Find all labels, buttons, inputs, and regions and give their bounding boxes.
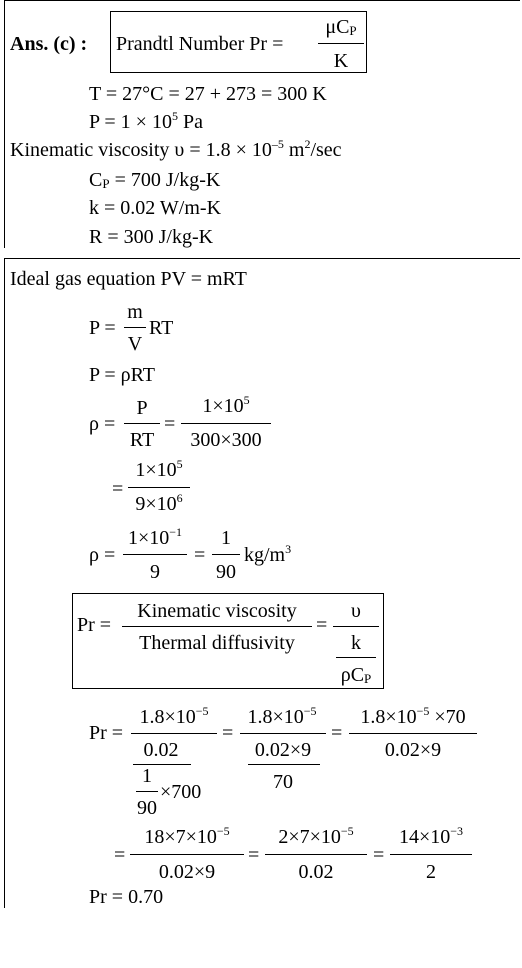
rho-unit: $kg/m^3$ [244,542,292,566]
calc-f1-den-inner-bar [136,791,158,792]
rho-frac5-num: 1 [221,527,231,549]
calc-g2-bar [265,854,367,855]
rho-eq-lhs: ρ = [89,413,116,435]
calc-g3-num: $14\times 10^{-3}$ [398,824,464,848]
given-viscosity: Kinematic viscosity $\upsilon = 1.8 \times 10^{-5}$ $m^2/\sec$ [10,137,342,161]
prandtl-formula-lhs: Prandtl Number Pr = [116,33,284,55]
calc-f1-bar [131,733,217,734]
pr-def-rden-den: ρCP [340,664,372,686]
rho-frac1-bar [124,423,160,424]
rho-frac4-den: 9 [150,561,160,583]
calc-f3-num: $1.8\times 10^{-5} \times 70$ [360,704,466,728]
calc-f2-bar [240,733,326,734]
calc-g3-bar [390,854,472,855]
calc-f1-den-b: 90 [137,797,157,819]
prandtl-formula-numerator: μCP [325,16,357,38]
calc-f3-bar [349,733,477,734]
calc-eq2: = [331,722,343,744]
p-eq-num: m [127,301,143,323]
top-rule [4,0,520,1]
p-eq-rt: RT [149,317,174,339]
given-r: R = 300 J/kg-K [89,226,214,248]
calc-f2-den-num: 0.02×9 [254,739,312,761]
pr-def-rden-bar [336,657,376,658]
rho-final-lhs: ρ = [89,544,116,566]
section-divider [4,258,520,259]
p-eq-den: V [127,333,143,355]
pr-def-rden-num: k [351,632,361,654]
rho-eq5: = [194,544,206,566]
calc-f1-den-num: 0.02 [143,739,179,761]
calc-eq4: = [248,844,260,866]
rho-eq3: = [112,478,124,500]
rho-frac2-num: $1\times 10^5$ [202,393,250,417]
pr-def-bar [122,626,312,627]
rho-frac2-den: 300×300 [190,429,262,451]
calc-f2-den-bar [248,764,320,765]
rho-frac3-den: $9\times 10^6$ [135,491,183,515]
calc-g1-bar [130,854,244,855]
rho-frac1-den: RT [129,429,155,451]
rho-frac5-bar [212,554,240,555]
calc-f1-den-c: ×700 [160,781,202,803]
calc-f2-num: $1.8\times 10^{-5}$ [247,704,317,728]
rho-frac4-num: $1\times 10^{-1}$ [127,525,183,549]
calc-eq5: = [373,844,385,866]
calc-eq1: = [222,722,234,744]
pr-def-den: Thermal diffusivity [139,632,295,654]
pr-def-rbar [333,626,379,627]
calc-g3-den: 2 [426,861,436,883]
pr-def-rnum: υ [351,600,361,622]
given-temperature: T = 27°C = 27 + 273 = 300 K [89,83,327,105]
left-rule-top [4,0,5,248]
ideal-gas-equation: Ideal gas equation PV = mRT [10,268,247,290]
rho-frac2-bar [181,423,271,424]
rho-frac4-bar [123,554,187,555]
rho-frac5-den: 90 [216,561,236,583]
pr-def-lhs: Pr = [77,614,112,636]
prandtl-formula-denominator: K [333,50,349,72]
calc-f1-den-a: 1 [142,765,152,787]
p-rho-rt: P = ρRT [89,364,155,386]
given-cp: CP = 700 J/kg-K [89,169,221,191]
calc-g1-den: 0.02×9 [158,861,216,883]
left-rule-bottom [4,258,5,908]
calc-f3-den: 0.02×9 [384,739,442,761]
pr-def-eq: = [316,614,328,636]
given-k: k = 0.02 W/m-K [89,197,222,219]
calc-g2-num: $2\times 7\times 10^{-5}$ [278,824,354,848]
pr-def-num: Kinematic viscosity [137,600,297,622]
rho-frac3-bar [128,487,190,488]
calc-g1-num: $18\times 7\times 10^{-5}$ [144,824,230,848]
rho-frac1-num: P [136,397,148,419]
rho-eq2: = [164,413,176,435]
calc-f2-den-den: 70 [273,771,293,793]
answer-label: Ans. (c) : [10,33,88,55]
calc-g2-den: 0.02 [298,861,334,883]
calc-lhs: Pr = [89,722,124,744]
p-eq-lhs: P = [89,317,116,339]
rho-frac3-num: $1\times 10^5$ [135,457,183,481]
calc-eq3: = [114,844,126,866]
given-pressure: $P = 1 \times 10^5$ Pa [89,109,203,133]
calc-f1-num: $1.8\times 10^{-5}$ [139,704,209,728]
p-eq-bar [124,327,146,328]
calc-result: Pr = 0.70 [89,886,164,908]
prandtl-formula-bar [318,43,364,44]
